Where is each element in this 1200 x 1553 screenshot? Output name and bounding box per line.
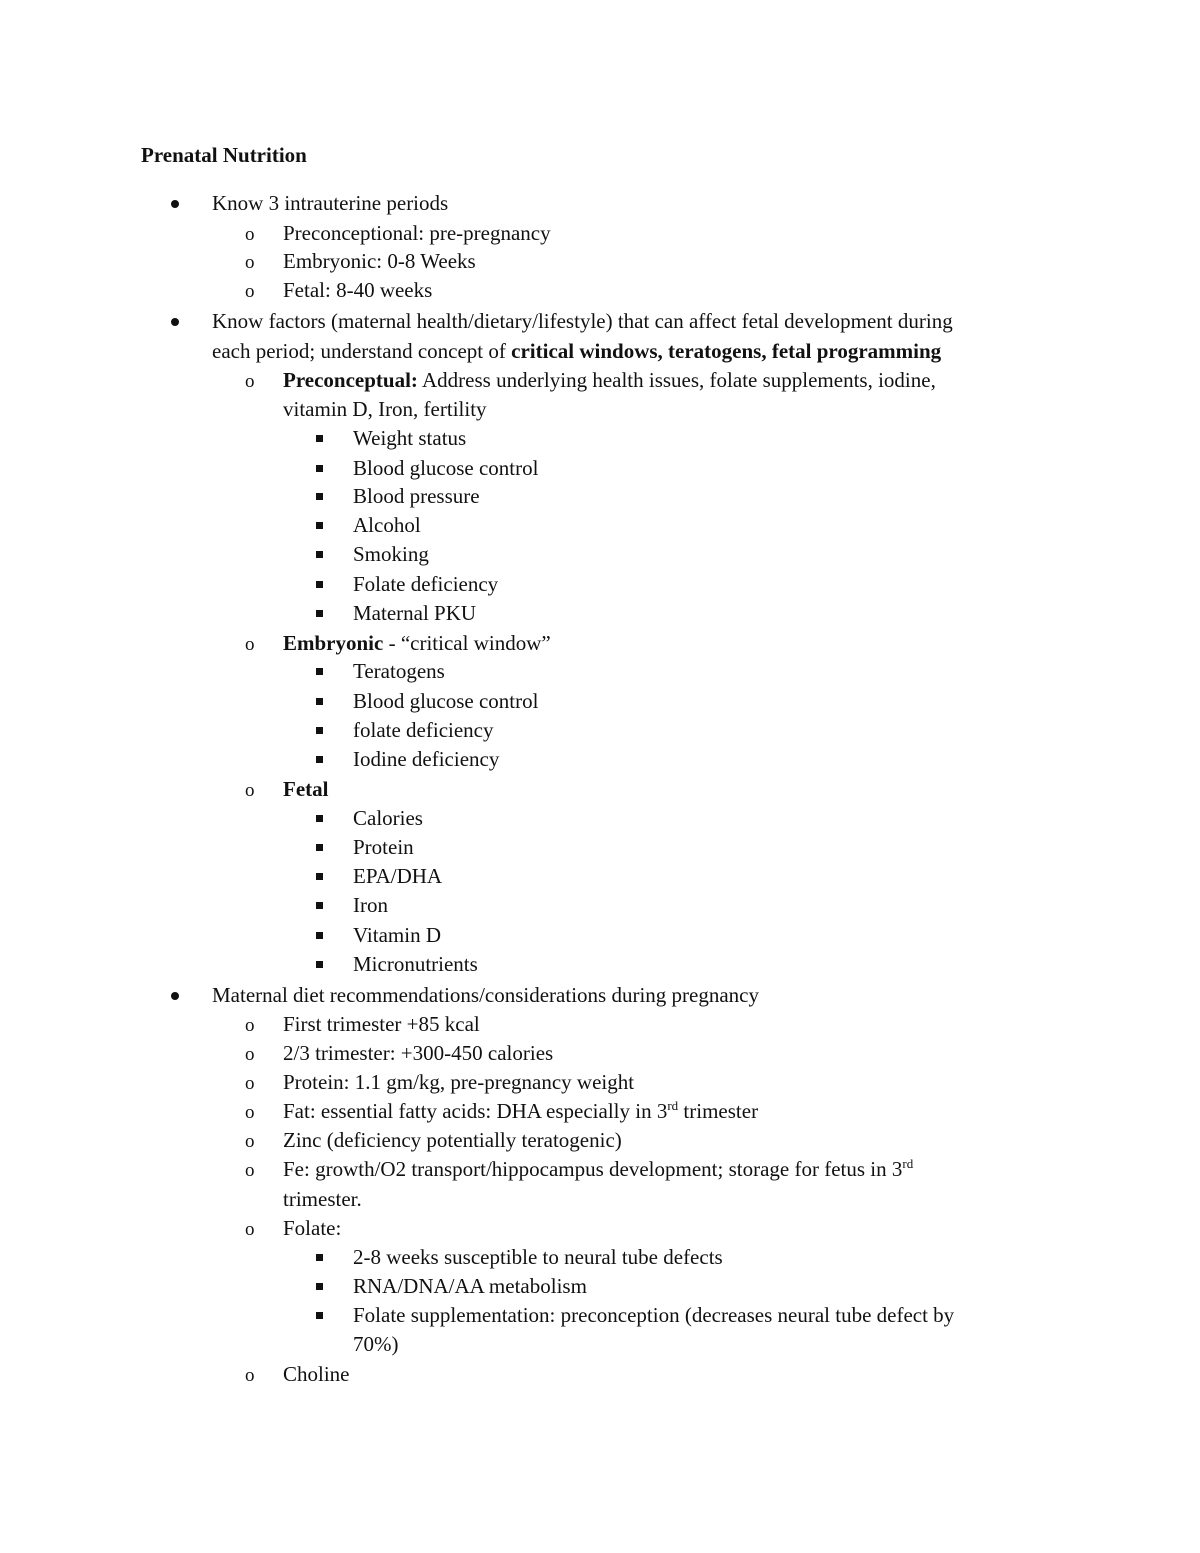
period-label: Preconceptual: <box>283 368 418 392</box>
list-item <box>283 775 328 804</box>
bullet-square-icon <box>316 804 323 833</box>
list-item: Vitamin D <box>353 923 441 947</box>
bullet-disc-icon <box>171 307 179 336</box>
list-item-text: Fe: growth/O2 transport/hippocampus development; storage for fetus in 3 <box>283 1157 903 1181</box>
bullet-square-icon <box>316 950 323 979</box>
list-item: Know factors (maternal health/dietary/lifestyle) that can affect fetal development during <box>212 309 953 333</box>
list-item: Blood glucose control <box>353 456 539 480</box>
bullet-square-icon <box>316 833 323 862</box>
page-title: Prenatal Nutrition <box>141 143 307 167</box>
list-item: Maternal diet recommendations/considerations during pregnancy <box>212 983 759 1007</box>
bullet-circle-icon: o <box>245 1102 255 1123</box>
list-item <box>283 1097 758 1126</box>
bullet-square-icon <box>316 1301 323 1330</box>
bullet-circle-icon: o <box>245 371 255 392</box>
bullet-disc-icon <box>171 981 179 1010</box>
list-item: First trimester +85 kcal <box>283 1012 480 1036</box>
list-item: Weight status <box>353 426 467 450</box>
list-item: Know 3 intrauterine periods <box>212 191 449 215</box>
bullet-circle-icon: o <box>245 252 255 273</box>
list-item: Zinc (deficiency potentially teratogenic) <box>283 1128 622 1152</box>
list-item-text: Address underlying health issues, folate supplements, iodine, <box>417 368 936 392</box>
bullet-square-icon <box>316 862 323 891</box>
list-item <box>283 629 551 658</box>
list-item: RNA/DNA/AA metabolism <box>353 1274 587 1298</box>
key-concepts: critical windows, teratogens, fetal programming <box>511 339 942 363</box>
list-item: Protein: 1.1 gm/kg, pre-pregnancy weight <box>283 1070 635 1094</box>
bullet-square-icon <box>316 687 323 716</box>
list-item: Blood pressure <box>353 484 480 508</box>
list-item: 2/3 trimester: +300-450 calories <box>283 1041 554 1065</box>
bullet-circle-icon: o <box>245 1044 255 1065</box>
bullet-square-icon <box>316 511 323 540</box>
list-item: Folate deficiency <box>353 572 499 596</box>
list-item-text: Fat: essential fatty acids: DHA especially in 3 <box>283 1099 668 1123</box>
bullet-square-icon <box>316 657 323 686</box>
bullet-circle-icon: o <box>245 1131 255 1152</box>
list-item: Smoking <box>353 542 429 566</box>
list-item-continuation: 70%) <box>353 1332 399 1356</box>
list-item: Micronutrients <box>353 952 478 976</box>
bullet-square-icon <box>316 1243 323 1272</box>
list-item-continuation: trimester. <box>283 1187 362 1211</box>
list-item: Iodine deficiency <box>353 747 500 771</box>
ordinal-suffix: rd <box>902 1156 914 1171</box>
list-item: Maternal PKU <box>353 601 477 625</box>
bullet-circle-icon: o <box>245 1365 255 1386</box>
list-item: Blood glucose control <box>353 689 539 713</box>
list-item: Folate: <box>283 1216 342 1240</box>
bullet-circle-icon: o <box>245 281 255 302</box>
list-item: Iron <box>353 893 388 917</box>
bullet-circle-icon: o <box>245 224 255 245</box>
list-item: EPA/DHA <box>353 864 443 888</box>
bullet-square-icon <box>316 1272 323 1301</box>
bullet-disc-icon <box>171 189 179 218</box>
list-item: Alcohol <box>353 513 421 537</box>
list-item: Calories <box>353 806 423 830</box>
list-item-text: each period; understand concept of <box>212 339 512 363</box>
bullet-circle-icon: o <box>245 1073 255 1094</box>
list-item <box>283 366 936 395</box>
bullet-square-icon <box>316 570 323 599</box>
bullet-circle-icon: o <box>245 634 255 655</box>
period-label: Fetal <box>283 777 329 801</box>
bullet-square-icon <box>316 599 323 628</box>
bullet-square-icon <box>316 745 323 774</box>
bullet-square-icon <box>316 921 323 950</box>
bullet-circle-icon: o <box>245 1015 255 1036</box>
list-item: Protein <box>353 835 414 859</box>
list-item: Folate supplementation: preconception (decreases neural tube defect by <box>353 1303 955 1327</box>
list-item-text: - “critical window” <box>383 631 551 655</box>
list-item: folate deficiency <box>353 718 494 742</box>
list-item: Preconceptional: pre-pregnancy <box>283 221 551 245</box>
bullet-square-icon <box>316 482 323 511</box>
bullet-square-icon <box>316 891 323 920</box>
bullet-square-icon <box>316 716 323 745</box>
ordinal-suffix: rd <box>667 1098 679 1113</box>
bullet-square-icon <box>316 540 323 569</box>
list-item <box>283 1155 913 1184</box>
bullet-circle-icon: o <box>245 1219 255 1240</box>
bullet-circle-icon: o <box>245 780 255 801</box>
list-item-continuation: vitamin D, Iron, fertility <box>283 397 487 421</box>
list-item-text: trimester <box>678 1099 759 1123</box>
list-item: Embryonic: 0-8 Weeks <box>283 249 476 273</box>
list-item-continuation <box>212 337 941 366</box>
list-item: Choline <box>283 1362 350 1386</box>
bullet-square-icon <box>316 454 323 483</box>
list-item: Teratogens <box>353 659 445 683</box>
list-item: 2-8 weeks susceptible to neural tube defects <box>353 1245 723 1269</box>
bullet-square-icon <box>316 424 323 453</box>
period-label: Embryonic <box>283 631 384 655</box>
bullet-circle-icon: o <box>245 1160 255 1181</box>
list-item: Fetal: 8-40 weeks <box>283 278 433 302</box>
